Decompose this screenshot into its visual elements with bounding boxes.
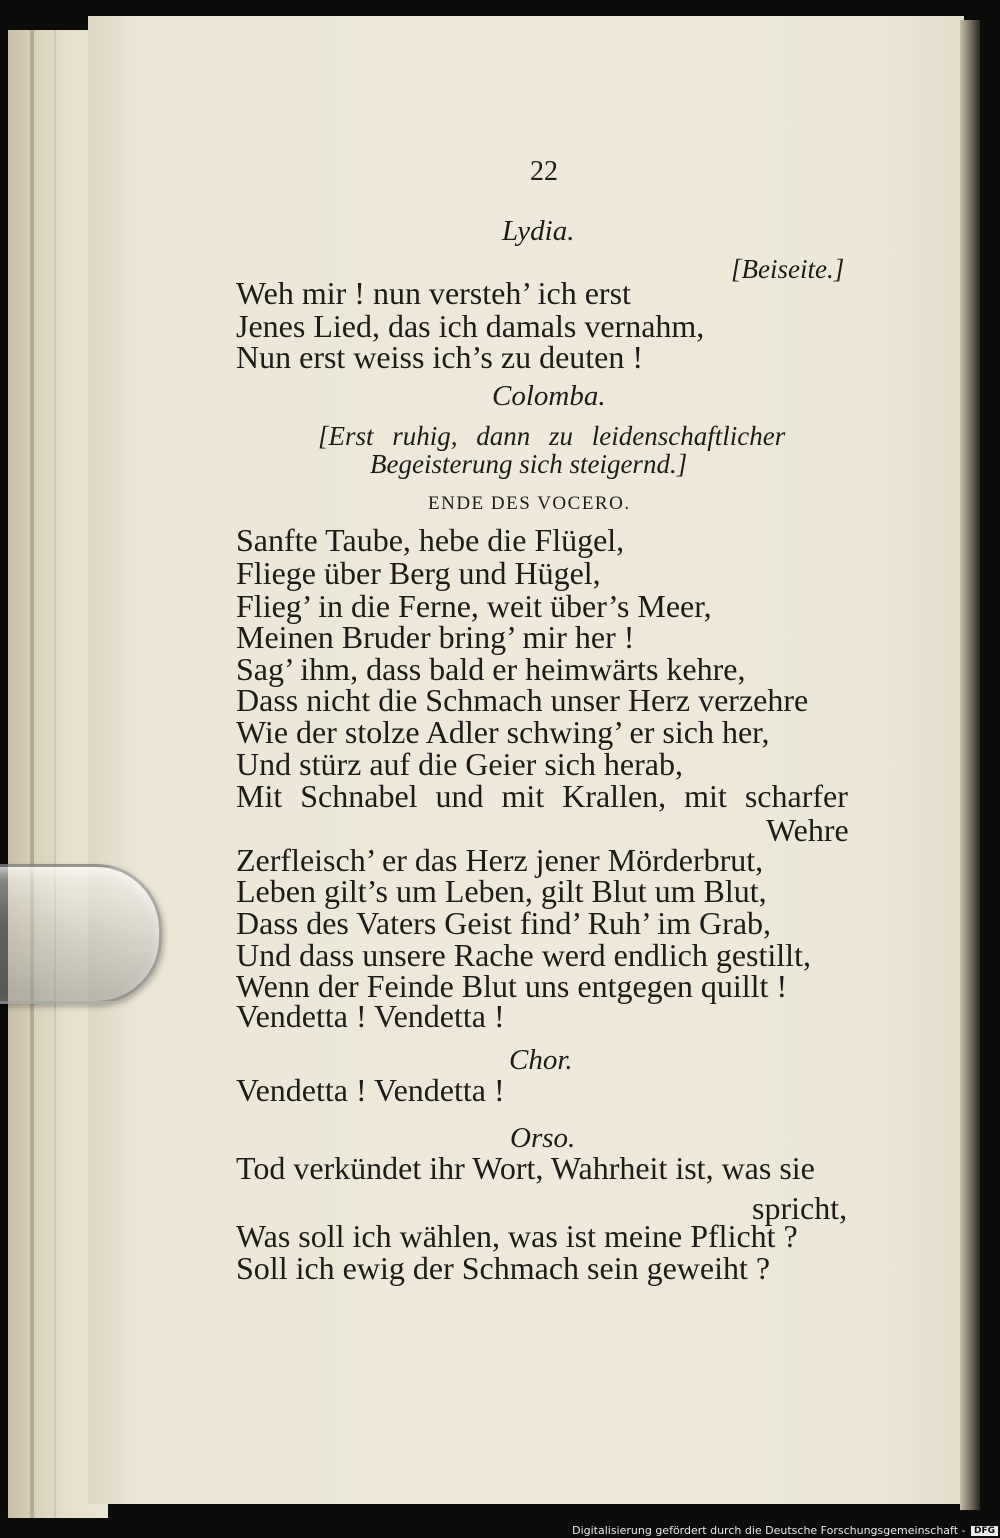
page-clip	[0, 864, 162, 1004]
speaker-orso: Orso.	[510, 1122, 576, 1154]
verse-line: Fliege über Berg und Hügel,	[236, 555, 601, 591]
speaker-chor: Chor.	[509, 1044, 573, 1076]
verse-line: Vendetta ! Vendetta !	[236, 1072, 505, 1108]
verse-line: Mit Schnabel und mit Krallen, mit scharfer	[236, 778, 848, 814]
credit-text: Digitalisierung gefördert durch die Deutsche Forschungsgemeinschaft -	[572, 1524, 966, 1537]
verse-line: Tod verkündet ihr Wort, Wahrheit ist, was sie	[236, 1150, 815, 1186]
verse-line: Nun erst weiss ich’s zu deuten !	[236, 339, 644, 375]
verse-line: Weh mir ! nun versteh’ ich erst	[236, 275, 631, 311]
verse-line: Wenn der Feinde Blut uns entgegen quillt !	[236, 968, 788, 1004]
verse-line: Vendetta ! Vendetta !	[236, 998, 505, 1034]
verse-line-continuation: Wehre	[766, 812, 849, 848]
stage-direction-line: [Erst ruhig, dann zu leidenschaftlicher	[318, 421, 786, 451]
stage-direction-beiseite: [Beiseite.]	[731, 254, 845, 284]
verse-line: Zerfleisch’ er das Herz jener Mörderbrut,	[236, 842, 764, 878]
verse-line-continuation: spricht,	[752, 1190, 848, 1226]
verse-line: Und dass unsere Rache werd endlich gestillt,	[236, 937, 811, 973]
verse-line: Dass des Vaters Geist find’ Ruh’ im Grab,	[236, 905, 772, 941]
verse-line: Sag’ ihm, dass bald er heimwärts kehre,	[236, 651, 746, 687]
verse-line: Flieg’ in die Ferne, weit über’s Meer,	[236, 588, 712, 624]
verse-line: Sanfte Taube, hebe die Flügel,	[236, 522, 625, 558]
stage-direction-line: Begeisterung sich steigernd.]	[370, 449, 688, 479]
speaker-lydia: Lydia.	[502, 215, 575, 247]
page-number: 22	[530, 156, 558, 187]
verse-line: Wie der stolze Adler schwing’ er sich her,	[236, 714, 770, 750]
verse-line: Leben gilt’s um Leben, gilt Blut um Blut,	[236, 873, 767, 909]
page-gutter	[960, 20, 980, 1510]
verse-line: Und stürz auf die Geier sich herab,	[236, 746, 683, 782]
verse-line: Meinen Bruder bring’ mir her !	[236, 619, 635, 655]
section-title: ENDE DES VOCERO.	[428, 493, 631, 514]
verse-line: Soll ich ewig der Schmach sein geweiht ?	[236, 1250, 771, 1286]
digitization-credit	[572, 1524, 998, 1537]
verse-line: Was soll ich wählen, was ist meine Pflicht ?	[236, 1218, 798, 1254]
dfg-logo: DFG	[971, 1526, 998, 1536]
verse-line: Jenes Lied, das ich damals vernahm,	[236, 308, 705, 344]
verse-line: Dass nicht die Schmach unser Herz verzehre	[236, 682, 809, 718]
speaker-colomba: Colomba.	[492, 380, 606, 412]
